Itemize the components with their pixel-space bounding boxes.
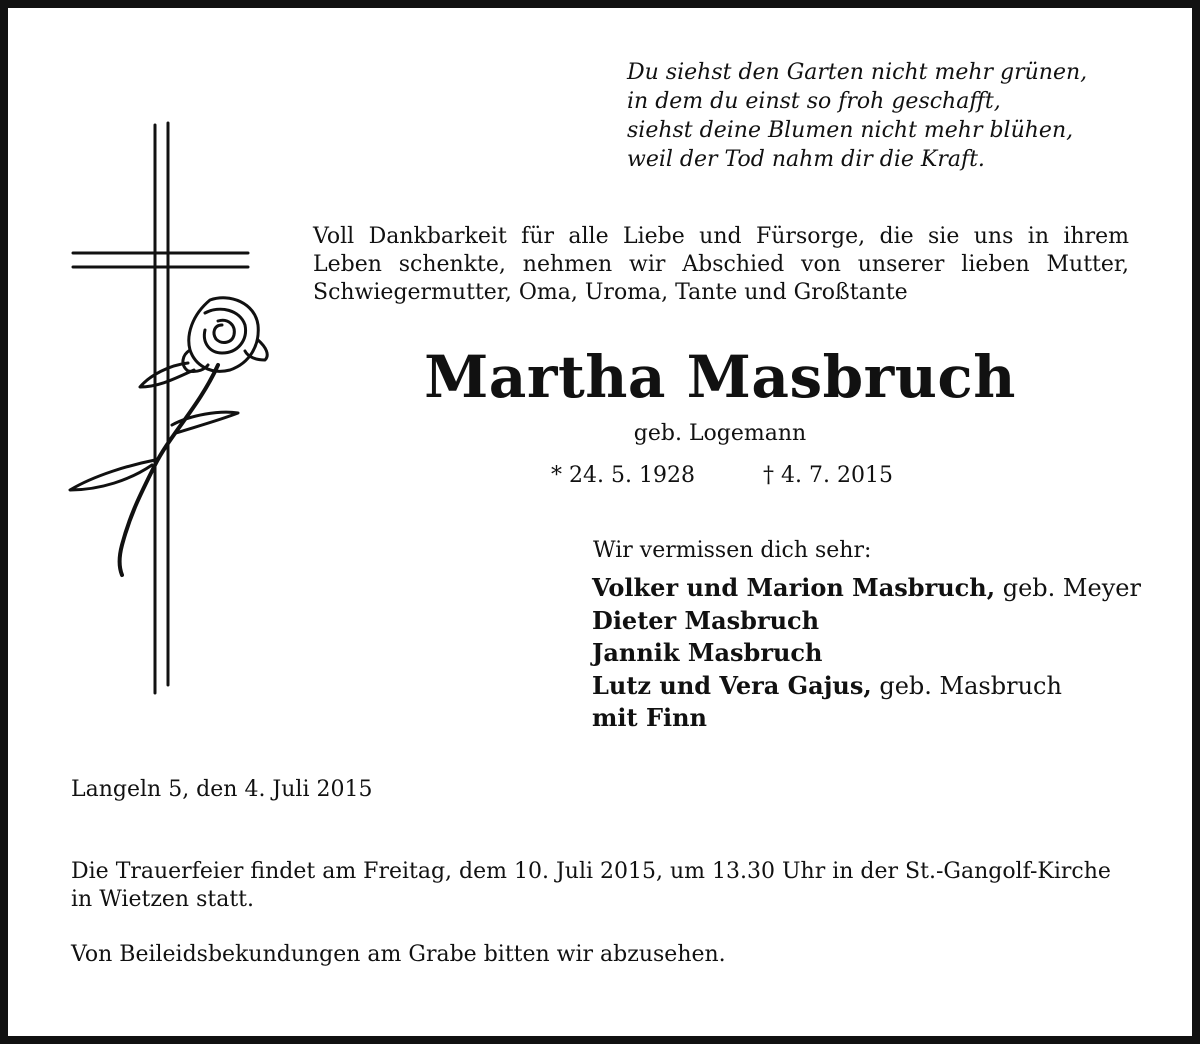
poem-line: weil der Tod nahm dir die Kraft. — [627, 147, 985, 172]
mourner-note: geb. Masbruch — [871, 671, 1062, 700]
mourners-intro: Wir vermissen dich sehr: — [593, 538, 872, 563]
condolence-note: Von Beileidsbekundungen am Grabe bitten wir abzusehen. — [71, 942, 726, 967]
mourner-name: Volker und Marion Masbruch, — [592, 573, 996, 602]
mourner-name: Dieter Masbruch — [592, 605, 820, 635]
poem — [627, 58, 1087, 174]
intro-text — [313, 223, 1129, 307]
cross-icon — [60, 115, 290, 705]
mourners-list — [592, 572, 1141, 735]
intro-line: Schwiegermutter, Oma, Uroma, Tante und Großtante — [313, 280, 908, 305]
deceased-name: Martha Masbruch — [424, 343, 1016, 411]
poem-line: siehst deine Blumen nicht mehr blühen, — [627, 118, 1074, 143]
mourner-name: Jannik Masbruch — [592, 638, 823, 667]
funeral-line: in Wietzen statt. — [71, 887, 255, 912]
mourner-row — [592, 572, 1141, 605]
poem-line: in dem du einst so froh geschafft, — [627, 89, 1001, 114]
mourner-row — [592, 670, 1141, 703]
birth-date: * 24. 5. 1928 — [551, 463, 695, 488]
intro-line: Leben schenkte, nehmen wir Abschied von unserer lieben Mutter, — [313, 252, 1129, 277]
mourner-name: Lutz und Vera Gajus, — [592, 670, 872, 700]
death-date: † 4. 7. 2015 — [763, 463, 893, 488]
funeral-info — [71, 858, 1141, 914]
mourner-note: geb. Meyer — [995, 574, 1141, 602]
mourner-row — [592, 637, 1141, 670]
mourner-row — [592, 702, 1141, 735]
poem-line: Du siehst den Garten nicht mehr grünen, — [627, 60, 1088, 85]
place-date: Langeln 5, den 4. Juli 2015 — [71, 777, 373, 802]
mourner-name: mit Finn — [592, 703, 708, 732]
maiden-name: geb. Logemann — [633, 421, 807, 446]
funeral-line: Die Trauerfeier findet am Freitag, dem 10. Juli 2015, um 13.30 Uhr in der St.-Gangolf-Kirche — [71, 859, 1111, 884]
intro-line: Voll Dankbarkeit für alle Liebe und Fürsorge, die sie uns in ihrem — [313, 224, 1129, 249]
mourner-row — [592, 605, 1141, 638]
